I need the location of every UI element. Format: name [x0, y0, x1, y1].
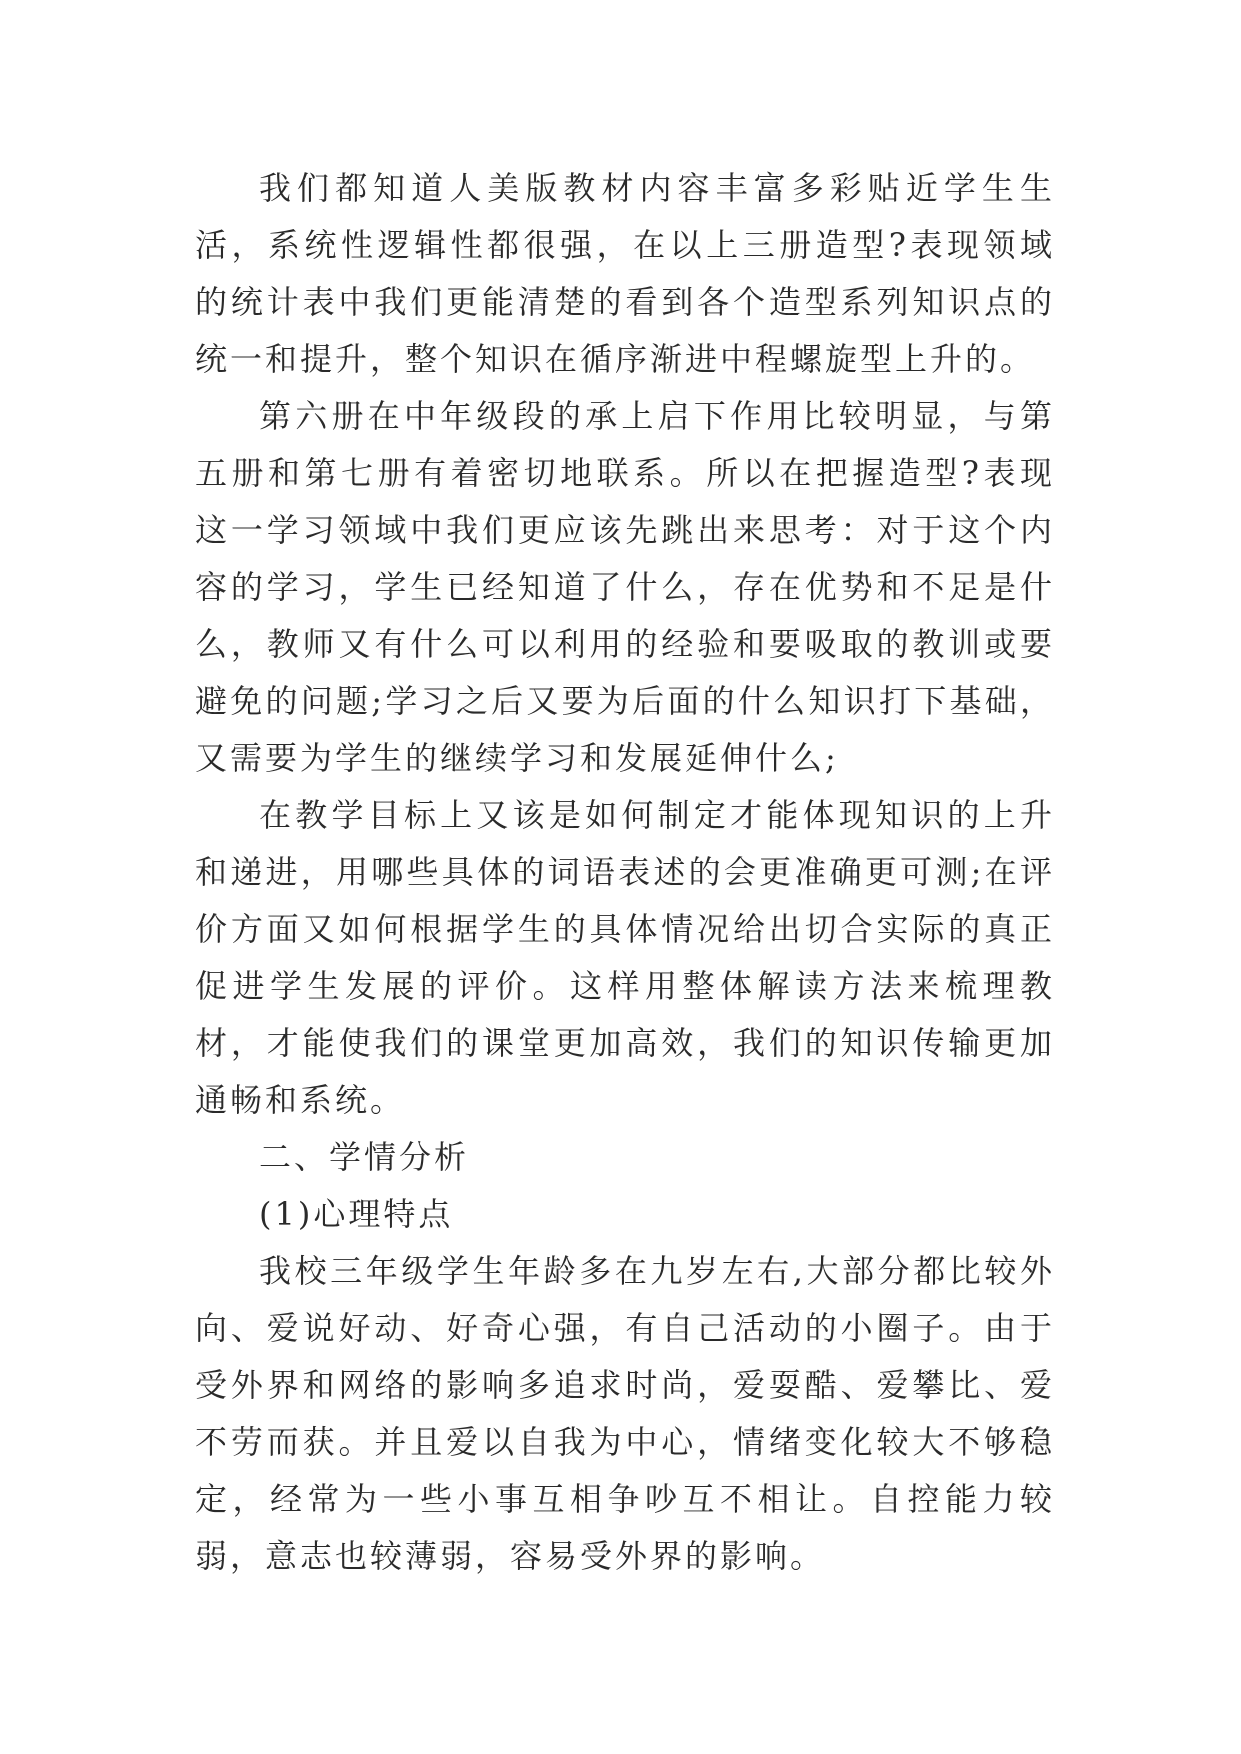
paragraph-teaching-goals: 在教学目标上又该是如何制定才能体现知识的上升和递进，用哪些具体的词语表述的会更准确更可测;在评价方面又如何根据学生的具体情况给出切合实际的真正促进学生发展的评价。这样用整体解读方法来梳理教材，才能使我们的课堂更加高效，我们的知识传输更加通畅和系统。 — [195, 796, 1055, 1119]
document-body — [195, 160, 1055, 1585]
section-heading: 二、学情分析 — [259, 1138, 470, 1176]
paragraph-textbook-overview: 我们都知道人美版教材内容丰富多彩贴近学生生活，系统性逻辑性都很强，在以上三册造型?表现领域的统计表中我们更能清楚的看到各个造型系列知识点的统一和提升，整个知识在循序渐进中程螺旋型上升的。 — [195, 169, 1055, 378]
paragraph-sixth-volume: 第六册在中年级段的承上启下作用比较明显，与第五册和第七册有着密切地联系。所以在把握造型?表现这一学习领域中我们更应该先跳出来思考：对于这个内容的学习，学生已经知道了什么，存在优势和不足是什么，教师又有什么可以利用的经验和要吸取的教训或要避免的问题;学习之后又要为后面的什么知识打下基础，又需要为学生的继续学习和发展延伸什么; — [195, 397, 1055, 777]
paragraph-psychology: 我校三年级学生年龄多在九岁左右,大部分都比较外向、爱说好动、好奇心强，有自己活动的小圈子。由于受外界和网络的影响多追求时尚，爱耍酷、爱攀比、爱不劳而获。并且爱以自我为中心，情绪变化较大不够稳定，经常为一些小事互相争吵互不相让。自控能力较弱，意志也较薄弱，容易受外界的影响。 — [195, 1252, 1055, 1575]
subsection-heading: (1)心理特点 — [259, 1195, 454, 1233]
